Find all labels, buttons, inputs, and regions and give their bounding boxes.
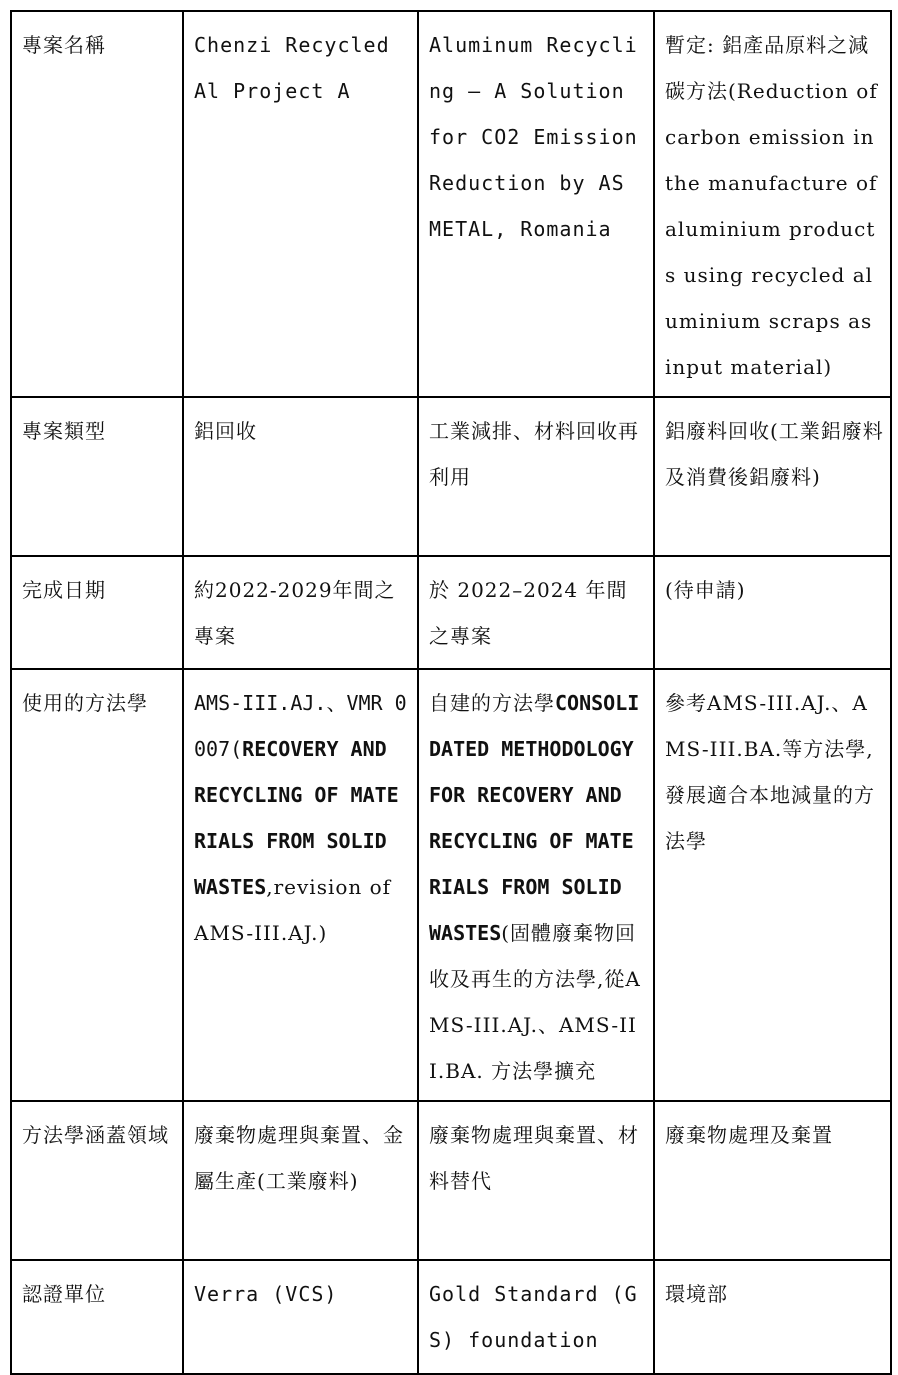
row-label: 完成日期 <box>11 556 183 669</box>
table-cell: 廢棄物處理及棄置 <box>654 1101 891 1260</box>
methodology-title: CONSOLIDATED METHODOLOGY FOR RECOVERY AND RECYCLING OF MATERIALS FROM SOLID WASTES <box>429 691 640 945</box>
row-label: 使用的方法學 <box>11 669 183 1101</box>
table-cell: 參考AMS-III.AJ.、AMS-III.BA.等方法學,發展適合本地減量的方法學 <box>654 669 891 1101</box>
table-cell: 環境部 <box>654 1260 891 1374</box>
table-cell: 廢棄物處理與棄置、材料替代 <box>418 1101 654 1260</box>
table-cell: 工業減排、材料回收再利用 <box>418 397 654 556</box>
methodology-code: AMS-III.AJ.、VMR 0007( <box>194 691 407 761</box>
table-cell: 鋁廢料回收(工業鋁廢料及消費後鋁廢料) <box>654 397 891 556</box>
row-label: 認證單位 <box>11 1260 183 1374</box>
table-cell: Gold Standard (GS) foundation <box>418 1260 654 1374</box>
table-cell: (待申請) <box>654 556 891 669</box>
table-row-methodology <box>11 669 891 1101</box>
table-cell: 暫定: 鋁產品原料之減碳方法(Reduction of carbon emission in the manufacture of aluminium products using recycled aluminium scraps as input material) <box>654 11 891 397</box>
comparison-document <box>10 10 890 1352</box>
row-label: 專案名稱 <box>11 11 183 397</box>
row-label: 專案類型 <box>11 397 183 556</box>
table-cell: Verra (VCS) <box>183 1260 418 1374</box>
table-cell <box>418 669 654 1101</box>
methodology-title: RECOVERY AND RECYCLING OF MATERIALS FROM SOLID WASTES <box>194 737 399 899</box>
table-cell: 於 2022–2024 年間之專案 <box>418 556 654 669</box>
table-row-certifier <box>11 1260 891 1374</box>
table-row-completion-date <box>11 556 891 669</box>
table-cell: Aluminum Recycling – A Solution for CO2 Emission Reduction by AS METAL, Romania <box>418 11 654 397</box>
table-cell: 約2022-2029年間之專案 <box>183 556 418 669</box>
table-cell: Chenzi Recycled Al Project A <box>183 11 418 397</box>
methodology-prefix: 自建的方法學 <box>429 691 555 715</box>
comparison-table <box>10 10 892 1375</box>
methodology-note: (固體廢棄物回收及再生的方法學,從AMS-III.AJ.、AMS-III.BA. 方法學擴充 <box>429 921 641 1083</box>
table-cell: 廢棄物處理與棄置、金屬生產(工業廢料) <box>183 1101 418 1260</box>
table-cell <box>183 669 418 1101</box>
table-row-project-type <box>11 397 891 556</box>
table-cell: 鋁回收 <box>183 397 418 556</box>
methodology-note: ,revision of AMS-III.AJ.) <box>194 875 392 945</box>
table-row-project-name <box>11 11 891 397</box>
table-row-methodology-scope <box>11 1101 891 1260</box>
row-label: 方法學涵蓋領域 <box>11 1101 183 1260</box>
